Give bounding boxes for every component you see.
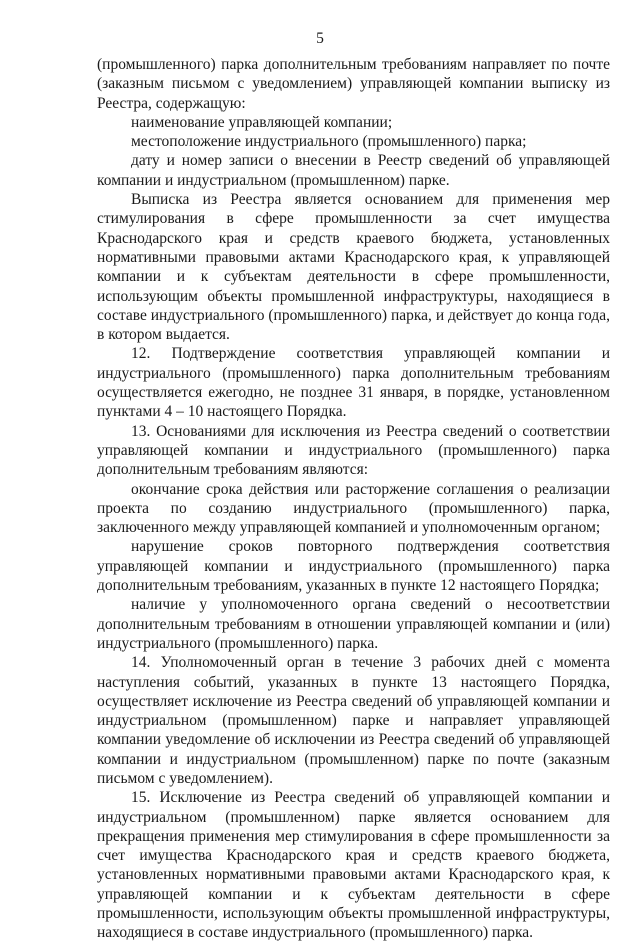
list-item-record-date: дату и номер записи о внесении в Реестр сведений об управляющей компании и индустриальном (промышленном) парке.	[97, 152, 610, 189]
list-item-park-location: местоположение индустриального (промышленного) парка;	[131, 133, 527, 151]
page-number: 5	[316, 30, 324, 47]
list-item-company-name: наименование управляющей компании;	[131, 113, 393, 131]
paragraph-continuation: (промышленного) парка дополнительным требованиям направляет по почте (заказным письмом с уведомлением) управляющей компании выписку из Реестра, содержащую:	[97, 56, 610, 112]
paragraph-clause-14: 14. Уполномоченный орган в течение 3 рабочих дней с момента наступления событий, указанных в пункте 13 настоящего Порядка, осуществляет исключение из Реестра сведений об управляющей компании и индустриальном (промышленном) парке и направляет управляющей компании уведомление об исключении из Реестра сведений об управляющей компании и индустриальном (промышленном) парке по почте (заказным письмом с уведомлением).	[97, 654, 610, 787]
paragraph-clause-15: 15. Исключение из Реестра сведений об управляющей компании и индустриальном (промышленном) парке является основанием для прекращения применения мер стимулирования в сфере промышленности за счет имущества Краснодарского края и средств краевого бюджета, установленных нормативными правовыми актами Краснодарского края, к управляющей компании и к субъектам деятельности в сфере промышленности, использующим объекты промышленной инфраструктуры, находящиеся в составе индустриального (промышленного) парка.	[97, 789, 610, 942]
paragraph-clause-13: 13. Основаниями для исключения из Реестра сведений о соответствии управляющей компании и индустриального (промышленного) парка дополнительным требованиям являются:	[97, 422, 610, 479]
paragraph-extract-basis: Выписка из Реестра является основанием для применения мер стимулирования в сфере промышленности за счет имущества Краснодарского края и средств краевого бюджета, установленных нормативными правовыми актами Краснодарского края, к управляющей компании и к субъектам деятельности в сфере промышленности, использующим объекты промышленной инфраструктуры, находящиеся в составе индустриального (промышленного) парка, и действует до конца года, в котором выдается.	[97, 191, 610, 344]
list-item-agreement-end: окончание срока действия или расторжение соглашения о реализации проекта по созданию индустриального (промышленного) парка, заключенного между управляющей компанией и уполномоченным органом;	[97, 480, 610, 537]
paragraph-clause-12: 12. Подтверждение соответствия управляющей компании и индустриального (промышленного) парка дополнительным требованиям осуществляется ежегодно, не позднее 31 января, в порядке, установленном пунктами 4 – 10 настоящего Порядка.	[97, 345, 610, 421]
list-item-deadline-violation: нарушение сроков повторного подтверждения соответствия управляющей компании и индустриального (промышленного) парка дополнительным требованиям, указанных в пункте 12 настоящего Порядка;	[97, 538, 610, 595]
list-item-noncompliance: наличие у уполномоченного органа сведений о несоответствии дополнительным требованиям в отношении управляющей компании и (или) индустриального (промышленного) парка.	[97, 596, 610, 652]
document-body	[97, 55, 610, 943]
